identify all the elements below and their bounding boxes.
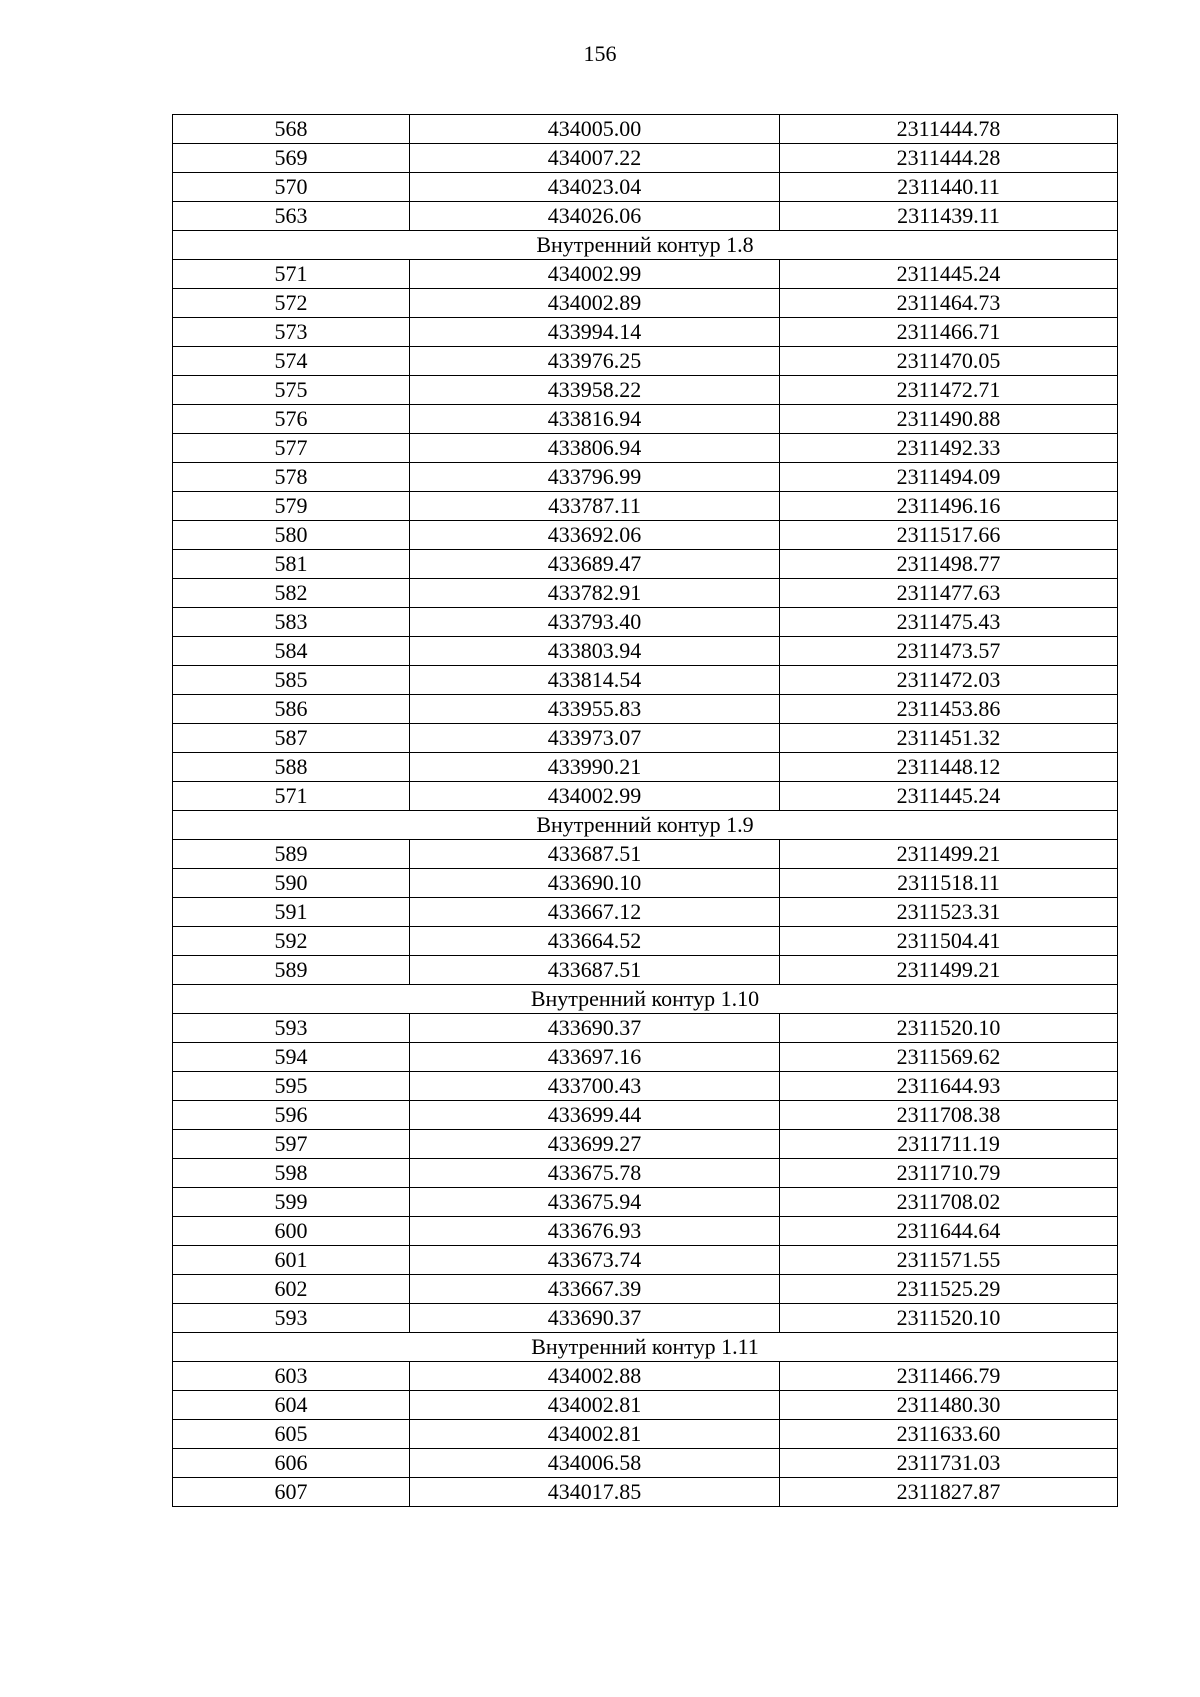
- point-number-cell: 590: [173, 869, 410, 898]
- y-coordinate-cell: 2311470.05: [780, 347, 1118, 376]
- table-row: [173, 753, 1118, 782]
- table-row: [173, 956, 1118, 985]
- x-coordinate-cell: 434006.58: [410, 1449, 780, 1478]
- y-coordinate-cell: 2311708.02: [780, 1188, 1118, 1217]
- y-coordinate-cell: 2311518.11: [780, 869, 1118, 898]
- page-number: 156: [583, 41, 617, 66]
- section-title: Внутренний контур 1.10: [173, 985, 1118, 1014]
- y-coordinate-cell: 2311453.86: [780, 695, 1118, 724]
- point-number-cell: 575: [173, 376, 410, 405]
- y-coordinate-cell: 2311504.41: [780, 927, 1118, 956]
- x-coordinate-cell: 434017.85: [410, 1478, 780, 1507]
- x-coordinate-cell: 433796.99: [410, 463, 780, 492]
- section-header-row: [173, 985, 1118, 1014]
- y-coordinate-cell: 2311464.73: [780, 289, 1118, 318]
- table-row: [173, 1420, 1118, 1449]
- table-row: [173, 608, 1118, 637]
- y-coordinate-cell: 2311466.71: [780, 318, 1118, 347]
- x-coordinate-cell: 434026.06: [410, 202, 780, 231]
- y-coordinate-cell: 2311569.62: [780, 1043, 1118, 1072]
- x-coordinate-cell: 434002.81: [410, 1391, 780, 1420]
- x-coordinate-cell: 434002.81: [410, 1420, 780, 1449]
- point-number-cell: 577: [173, 434, 410, 463]
- point-number-cell: 578: [173, 463, 410, 492]
- x-coordinate-cell: 433675.94: [410, 1188, 780, 1217]
- table-row: [173, 144, 1118, 173]
- point-number-cell: 563: [173, 202, 410, 231]
- point-number-cell: 583: [173, 608, 410, 637]
- x-coordinate-cell: 434002.99: [410, 260, 780, 289]
- y-coordinate-cell: 2311448.12: [780, 753, 1118, 782]
- table-row: [173, 1275, 1118, 1304]
- point-number-cell: 570: [173, 173, 410, 202]
- x-coordinate-cell: 433667.12: [410, 898, 780, 927]
- y-coordinate-cell: 2311480.30: [780, 1391, 1118, 1420]
- point-number-cell: 598: [173, 1159, 410, 1188]
- y-coordinate-cell: 2311475.43: [780, 608, 1118, 637]
- table-row: [173, 405, 1118, 434]
- x-coordinate-cell: 433955.83: [410, 695, 780, 724]
- point-number-cell: 569: [173, 144, 410, 173]
- y-coordinate-cell: 2311498.77: [780, 550, 1118, 579]
- point-number-cell: 606: [173, 1449, 410, 1478]
- y-coordinate-cell: 2311499.21: [780, 840, 1118, 869]
- point-number-cell: 592: [173, 927, 410, 956]
- point-number-cell: 586: [173, 695, 410, 724]
- point-number-cell: 595: [173, 1072, 410, 1101]
- x-coordinate-cell: 433667.39: [410, 1275, 780, 1304]
- table-row: [173, 666, 1118, 695]
- y-coordinate-cell: 2311444.78: [780, 115, 1118, 144]
- table-row: [173, 115, 1118, 144]
- y-coordinate-cell: 2311494.09: [780, 463, 1118, 492]
- x-coordinate-cell: 433687.51: [410, 956, 780, 985]
- y-coordinate-cell: 2311473.57: [780, 637, 1118, 666]
- x-coordinate-cell: 433994.14: [410, 318, 780, 347]
- x-coordinate-cell: 434002.99: [410, 782, 780, 811]
- point-number-cell: 589: [173, 956, 410, 985]
- x-coordinate-cell: 434023.04: [410, 173, 780, 202]
- y-coordinate-cell: 2311827.87: [780, 1478, 1118, 1507]
- x-coordinate-cell: 433690.37: [410, 1304, 780, 1333]
- x-coordinate-cell: 433675.78: [410, 1159, 780, 1188]
- x-coordinate-cell: 434005.00: [410, 115, 780, 144]
- point-number-cell: 584: [173, 637, 410, 666]
- section-header-row: [173, 1333, 1118, 1362]
- table-row: [173, 1159, 1118, 1188]
- coordinates-table-body: [173, 115, 1118, 1507]
- y-coordinate-cell: 2311708.38: [780, 1101, 1118, 1130]
- y-coordinate-cell: 2311523.31: [780, 898, 1118, 927]
- table-row: [173, 550, 1118, 579]
- table-row: [173, 463, 1118, 492]
- section-title: Внутренний контур 1.11: [173, 1333, 1118, 1362]
- x-coordinate-cell: 433816.94: [410, 405, 780, 434]
- point-number-cell: 603: [173, 1362, 410, 1391]
- y-coordinate-cell: 2311440.11: [780, 173, 1118, 202]
- point-number-cell: 588: [173, 753, 410, 782]
- point-number-cell: 587: [173, 724, 410, 753]
- table-row: [173, 1188, 1118, 1217]
- table-row: [173, 695, 1118, 724]
- y-coordinate-cell: 2311490.88: [780, 405, 1118, 434]
- table-row: [173, 1304, 1118, 1333]
- x-coordinate-cell: 433958.22: [410, 376, 780, 405]
- table-row: [173, 173, 1118, 202]
- x-coordinate-cell: 434002.88: [410, 1362, 780, 1391]
- y-coordinate-cell: 2311520.10: [780, 1304, 1118, 1333]
- table-row: [173, 347, 1118, 376]
- y-coordinate-cell: 2311451.32: [780, 724, 1118, 753]
- x-coordinate-cell: 433689.47: [410, 550, 780, 579]
- table-row: [173, 782, 1118, 811]
- table-row: [173, 1072, 1118, 1101]
- x-coordinate-cell: 433673.74: [410, 1246, 780, 1275]
- point-number-cell: 593: [173, 1014, 410, 1043]
- x-coordinate-cell: 434002.89: [410, 289, 780, 318]
- y-coordinate-cell: 2311517.66: [780, 521, 1118, 550]
- x-coordinate-cell: 433990.21: [410, 753, 780, 782]
- x-coordinate-cell: 433699.44: [410, 1101, 780, 1130]
- point-number-cell: 607: [173, 1478, 410, 1507]
- y-coordinate-cell: 2311444.28: [780, 144, 1118, 173]
- x-coordinate-cell: 433973.07: [410, 724, 780, 753]
- y-coordinate-cell: 2311477.63: [780, 579, 1118, 608]
- y-coordinate-cell: 2311633.60: [780, 1420, 1118, 1449]
- x-coordinate-cell: 433976.25: [410, 347, 780, 376]
- section-header-row: [173, 231, 1118, 260]
- table-row: [173, 318, 1118, 347]
- x-coordinate-cell: 433690.10: [410, 869, 780, 898]
- point-number-cell: 596: [173, 1101, 410, 1130]
- point-number-cell: 599: [173, 1188, 410, 1217]
- table-row: [173, 260, 1118, 289]
- y-coordinate-cell: 2311445.24: [780, 260, 1118, 289]
- y-coordinate-cell: 2311445.24: [780, 782, 1118, 811]
- table-row: [173, 376, 1118, 405]
- table-row: [173, 1217, 1118, 1246]
- x-coordinate-cell: 433814.54: [410, 666, 780, 695]
- y-coordinate-cell: 2311731.03: [780, 1449, 1118, 1478]
- table-row: [173, 637, 1118, 666]
- table-row: [173, 1014, 1118, 1043]
- x-coordinate-cell: 434007.22: [410, 144, 780, 173]
- point-number-cell: 591: [173, 898, 410, 927]
- point-number-cell: 605: [173, 1420, 410, 1449]
- x-coordinate-cell: 433692.06: [410, 521, 780, 550]
- coordinates-table: [172, 114, 1118, 1507]
- table-row: [173, 869, 1118, 898]
- y-coordinate-cell: 2311571.55: [780, 1246, 1118, 1275]
- point-number-cell: 574: [173, 347, 410, 376]
- point-number-cell: 582: [173, 579, 410, 608]
- x-coordinate-cell: 433676.93: [410, 1217, 780, 1246]
- point-number-cell: 571: [173, 782, 410, 811]
- table-row: [173, 1391, 1118, 1420]
- y-coordinate-cell: 2311472.71: [780, 376, 1118, 405]
- y-coordinate-cell: 2311466.79: [780, 1362, 1118, 1391]
- point-number-cell: 585: [173, 666, 410, 695]
- x-coordinate-cell: 433700.43: [410, 1072, 780, 1101]
- table-row: [173, 1478, 1118, 1507]
- y-coordinate-cell: 2311525.29: [780, 1275, 1118, 1304]
- x-coordinate-cell: 433806.94: [410, 434, 780, 463]
- point-number-cell: 600: [173, 1217, 410, 1246]
- point-number-cell: 597: [173, 1130, 410, 1159]
- table-row: [173, 1246, 1118, 1275]
- point-number-cell: 572: [173, 289, 410, 318]
- y-coordinate-cell: 2311644.93: [780, 1072, 1118, 1101]
- table-row: [173, 724, 1118, 753]
- y-coordinate-cell: 2311439.11: [780, 202, 1118, 231]
- y-coordinate-cell: 2311644.64: [780, 1217, 1118, 1246]
- point-number-cell: 601: [173, 1246, 410, 1275]
- point-number-cell: 604: [173, 1391, 410, 1420]
- x-coordinate-cell: 433782.91: [410, 579, 780, 608]
- table-row: [173, 289, 1118, 318]
- x-coordinate-cell: 433699.27: [410, 1130, 780, 1159]
- table-row: [173, 840, 1118, 869]
- x-coordinate-cell: 433690.37: [410, 1014, 780, 1043]
- point-number-cell: 568: [173, 115, 410, 144]
- point-number-cell: 573: [173, 318, 410, 347]
- table-row: [173, 898, 1118, 927]
- y-coordinate-cell: 2311499.21: [780, 956, 1118, 985]
- table-row: [173, 1449, 1118, 1478]
- table-row: [173, 927, 1118, 956]
- point-number-cell: 594: [173, 1043, 410, 1072]
- table-row: [173, 492, 1118, 521]
- x-coordinate-cell: 433664.52: [410, 927, 780, 956]
- section-title: Внутренний контур 1.9: [173, 811, 1118, 840]
- point-number-cell: 593: [173, 1304, 410, 1333]
- table-row: [173, 434, 1118, 463]
- point-number-cell: 580: [173, 521, 410, 550]
- table-row: [173, 521, 1118, 550]
- y-coordinate-cell: 2311492.33: [780, 434, 1118, 463]
- point-number-cell: 589: [173, 840, 410, 869]
- x-coordinate-cell: 433687.51: [410, 840, 780, 869]
- x-coordinate-cell: 433787.11: [410, 492, 780, 521]
- table-row: [173, 202, 1118, 231]
- y-coordinate-cell: 2311710.79: [780, 1159, 1118, 1188]
- point-number-cell: 576: [173, 405, 410, 434]
- table-row: [173, 1130, 1118, 1159]
- table-row: [173, 579, 1118, 608]
- x-coordinate-cell: 433793.40: [410, 608, 780, 637]
- y-coordinate-cell: 2311520.10: [780, 1014, 1118, 1043]
- section-title: Внутренний контур 1.8: [173, 231, 1118, 260]
- y-coordinate-cell: 2311472.03: [780, 666, 1118, 695]
- table-row: [173, 1101, 1118, 1130]
- table-row: [173, 1362, 1118, 1391]
- section-header-row: [173, 811, 1118, 840]
- point-number-cell: 581: [173, 550, 410, 579]
- y-coordinate-cell: 2311711.19: [780, 1130, 1118, 1159]
- x-coordinate-cell: 433803.94: [410, 637, 780, 666]
- point-number-cell: 602: [173, 1275, 410, 1304]
- y-coordinate-cell: 2311496.16: [780, 492, 1118, 521]
- table-row: [173, 1043, 1118, 1072]
- point-number-cell: 579: [173, 492, 410, 521]
- point-number-cell: 571: [173, 260, 410, 289]
- x-coordinate-cell: 433697.16: [410, 1043, 780, 1072]
